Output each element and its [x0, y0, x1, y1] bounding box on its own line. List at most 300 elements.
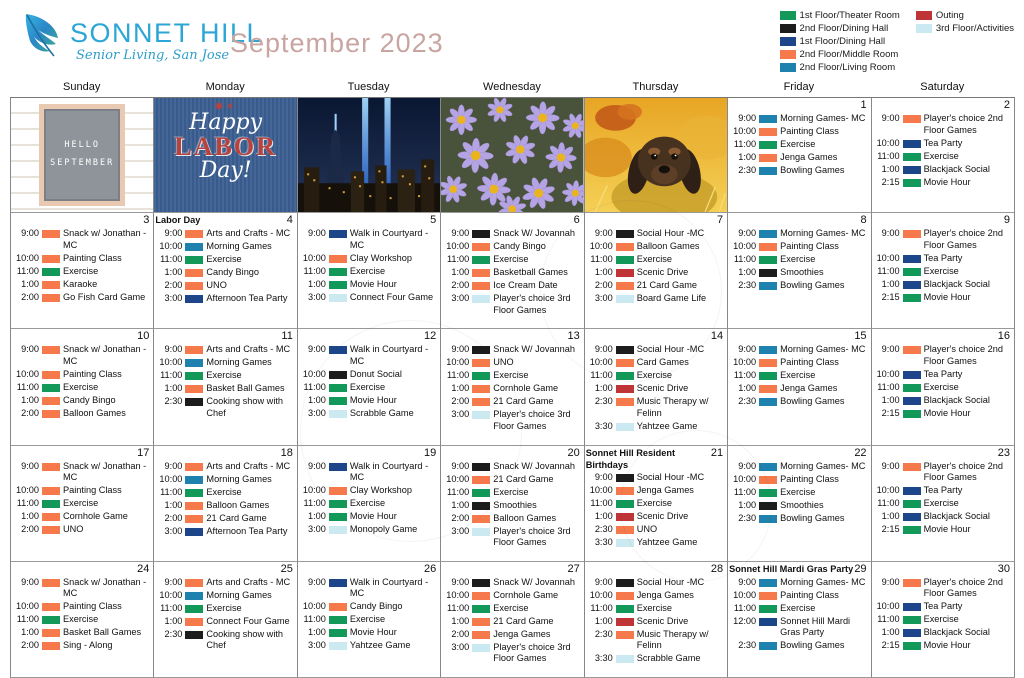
event-time: 11:00: [303, 498, 326, 508]
event-color-swatch-orange: [42, 579, 60, 587]
event-color-swatch-orange: [472, 385, 490, 393]
event-time: 11:00: [590, 370, 613, 381]
event-label: Scenic Drive: [636, 383, 689, 394]
event-color-swatch-black: [472, 502, 490, 510]
event-label: 21 Card Game: [493, 615, 554, 626]
event-label: Movie Hour: [349, 278, 397, 289]
event-time: 2:00: [451, 512, 470, 523]
event-color-swatch-black: [759, 502, 777, 510]
legend-swatch-green: [780, 11, 796, 20]
event-color-swatch-orange: [329, 255, 347, 263]
event-label: Arts and Crafts - MC: [206, 460, 291, 471]
event-time: 11:00: [160, 254, 183, 264]
event-color-swatch-green: [759, 489, 777, 497]
event-color-swatch-green: [329, 384, 347, 392]
event-time: 1:00: [881, 511, 900, 521]
day-cell: [728, 562, 871, 678]
event-color-swatch-blue: [185, 592, 203, 600]
event-time: 12:00: [733, 615, 757, 626]
event-row: [729, 139, 868, 151]
event-label: Cornhole Game: [493, 589, 559, 600]
event-row: [12, 511, 151, 523]
event-label: Walk in Courtyard -MC: [349, 344, 429, 366]
event-time: 10:00: [16, 601, 39, 612]
event-label: Tea Party: [923, 137, 963, 148]
event-row: [299, 577, 438, 600]
event-row: [586, 357, 725, 369]
event-color-swatch-orange: [42, 255, 60, 263]
day-cell: [11, 446, 154, 562]
event-color-swatch-green: [759, 605, 777, 613]
event-label: Movie Hour: [349, 511, 397, 521]
event-row: [155, 461, 294, 473]
weekday-header: Friday: [783, 81, 815, 93]
event-list: [586, 344, 725, 432]
event-time: 11:00: [16, 614, 39, 625]
event-label: UNO: [493, 357, 514, 368]
event-color-swatch-blue: [185, 243, 203, 251]
event-list: [729, 228, 868, 292]
event-color-swatch-orange: [185, 346, 203, 354]
event-label: Ice Cream Date: [493, 280, 558, 290]
event-time: 2:00: [21, 524, 39, 534]
event-color-swatch-red: [616, 269, 634, 277]
event-label: Jenga Games: [636, 484, 694, 495]
event-time: 10:00: [446, 473, 470, 484]
event-color-swatch-red: [616, 513, 634, 521]
event-row: [299, 498, 438, 510]
event-color-swatch-orange: [903, 463, 921, 471]
event-color-swatch-blue: [185, 476, 203, 484]
day-cell-top: [12, 563, 151, 576]
event-color-swatch-navy: [903, 166, 921, 174]
weekday-header: Thursday: [632, 81, 679, 93]
event-color-swatch-green: [903, 642, 921, 650]
calendar-grid: [10, 97, 1015, 678]
event-label: Exercise: [206, 602, 242, 613]
event-label: Candy Bingo: [349, 601, 403, 612]
event-color-swatch-navy: [329, 230, 347, 238]
event-label: Painting Class: [780, 473, 839, 484]
event-row: [299, 292, 438, 304]
event-row: [873, 151, 1012, 163]
event-label: Exercise: [923, 381, 959, 392]
event-label: 21 Card Game: [636, 280, 697, 290]
event-time: 10:00: [733, 589, 757, 600]
event-label: Exercise: [493, 602, 529, 613]
event-row: [299, 408, 438, 420]
event-time: 10:00: [876, 601, 900, 612]
event-row: [442, 616, 581, 628]
day-number: 8: [860, 214, 867, 226]
event-color-swatch-blue: [185, 359, 203, 367]
event-time: 11:00: [733, 602, 757, 613]
event-color-swatch-orange: [903, 115, 921, 123]
event-time: 9:00: [738, 460, 757, 471]
event-color-swatch-lightblue: [616, 539, 634, 547]
event-time: 11:00: [590, 254, 613, 264]
event-label: Morning Games: [206, 241, 272, 251]
event-list: [155, 228, 294, 305]
event-time: 2:15: [881, 524, 900, 534]
event-label: Yahtzee Game: [636, 536, 698, 547]
event-time: 11:00: [877, 150, 900, 161]
event-row: [873, 228, 1012, 251]
event-label: Walk in Courtyard -MC: [349, 460, 429, 482]
day-cell: [298, 446, 441, 562]
event-label: Snack w/ Jonathan -MC: [63, 344, 147, 366]
event-label: Clay Workshop: [349, 252, 412, 263]
event-color-swatch-green: [616, 372, 634, 380]
event-color-swatch-black: [472, 579, 490, 587]
event-row: [442, 577, 581, 589]
brand-tagline: Senior Living, San Jose: [76, 48, 230, 63]
event-color-swatch-orange: [616, 282, 634, 290]
legend-item: [780, 49, 900, 60]
event-label: Movie Hour: [349, 627, 397, 638]
event-time: 3:00: [451, 641, 470, 652]
event-row: [586, 280, 725, 292]
event-label: Candy Bingo: [493, 241, 546, 251]
event-label: Morning Games- MC: [780, 228, 866, 238]
weekday-header: Wednesday: [483, 81, 541, 93]
event-time: 10:00: [16, 485, 39, 495]
event-label: Snack w/ Jonathan -MC: [63, 576, 147, 599]
event-time: 1:00: [881, 278, 900, 289]
event-row: [729, 254, 868, 266]
event-row: [299, 395, 438, 407]
day-number: 28: [710, 562, 724, 575]
event-time: 2:30: [594, 523, 613, 534]
feather-icon: [20, 10, 64, 67]
legend-label: 3rd Floor/Activities: [935, 23, 1014, 34]
event-time: 2:30: [738, 512, 757, 523]
event-label: Morning Games- MC: [780, 460, 866, 471]
event-row: [299, 279, 438, 291]
event-color-swatch-blue: [759, 282, 777, 290]
event-color-swatch-orange: [42, 281, 60, 289]
event-time: 2:30: [738, 280, 757, 290]
event-color-swatch-black: [616, 474, 634, 482]
legend-label: 2nd Floor/Middle Room: [799, 49, 899, 60]
event-color-swatch-green: [329, 616, 347, 624]
event-label: Snack w/ Jonathan -MC: [63, 460, 147, 482]
event-time: 3:30: [594, 420, 613, 431]
day-cell: [11, 329, 154, 445]
event-time: 2:00: [451, 280, 470, 290]
event-label: Balloon Games: [63, 407, 126, 418]
event-label: Exercise: [63, 498, 99, 508]
event-color-swatch-green: [903, 384, 921, 392]
event-row: [729, 357, 868, 369]
day-cell: [872, 329, 1015, 445]
event-color-swatch-black: [185, 631, 203, 639]
event-time: 1:00: [164, 267, 183, 277]
month-title: September 2023: [230, 28, 444, 58]
event-row: [586, 267, 725, 279]
event-list: [299, 228, 438, 303]
legend-item: [780, 36, 900, 47]
event-label: Social Hour -MC: [636, 471, 705, 482]
event-label: Morning Games: [206, 473, 272, 484]
event-label: Sonnet Hill Mardi Gras Party: [780, 615, 851, 638]
day-cell-top: [586, 330, 725, 343]
event-row: [442, 513, 581, 525]
event-list: [873, 344, 1012, 419]
event-label: Candy Bingo: [206, 267, 260, 277]
event-row: [299, 524, 438, 536]
event-row: [586, 228, 725, 240]
photo-nyc-tribute-lights: [298, 98, 441, 213]
event-color-swatch-green: [185, 605, 203, 613]
event-color-swatch-green: [903, 526, 921, 534]
event-label: Yahtzee Game: [636, 420, 698, 431]
event-time: 9:00: [307, 576, 326, 587]
event-color-swatch-green: [616, 605, 634, 613]
event-row: [299, 614, 438, 626]
event-time: 3:00: [307, 291, 326, 302]
event-time: 1:00: [307, 511, 326, 521]
event-row: [586, 472, 725, 484]
event-time: 9:00: [164, 460, 183, 471]
event-time: 11:00: [733, 486, 757, 497]
event-time: 3:00: [594, 293, 613, 303]
event-time: 2:30: [738, 396, 757, 407]
legend-swatch-lightblue: [916, 24, 932, 33]
event-label: Blackjack Social: [923, 627, 990, 638]
day-cell: [298, 562, 441, 678]
day-cell: [11, 562, 154, 678]
event-color-swatch-green: [329, 500, 347, 508]
event-time: 2:30: [594, 628, 613, 639]
event-color-swatch-blue: [759, 346, 777, 354]
event-time: 10:00: [16, 368, 39, 379]
event-label: Exercise: [349, 498, 386, 508]
event-color-swatch-orange: [472, 243, 490, 251]
event-color-swatch-blue: [759, 579, 777, 587]
event-color-swatch-orange: [472, 631, 490, 639]
event-color-swatch-orange: [185, 515, 203, 523]
day-number: 21: [710, 446, 724, 459]
event-label: Candy Bingo: [63, 394, 116, 405]
event-row: [299, 369, 438, 381]
event-row: [729, 513, 868, 525]
event-time: 1:00: [164, 615, 183, 626]
event-label: Music Therapy w/ Felinn: [636, 396, 709, 418]
event-label: Jenga Games: [636, 589, 694, 600]
event-time: 1:00: [307, 278, 326, 289]
day-number: 1: [860, 99, 867, 111]
event-list: [873, 113, 1012, 188]
event-row: [12, 266, 151, 278]
event-label: Clay Workshop: [349, 485, 412, 495]
event-label: Exercise: [780, 602, 816, 613]
event-row: [12, 498, 151, 510]
event-color-swatch-orange: [42, 513, 60, 521]
event-time: 2:30: [164, 396, 183, 407]
event-color-swatch-orange: [616, 592, 634, 600]
day-cell-top: [586, 214, 725, 227]
legend-item: [916, 10, 1014, 21]
event-time: 3:30: [594, 536, 613, 547]
event-row: [729, 396, 868, 408]
event-time: 9:00: [451, 460, 470, 471]
event-color-swatch-orange: [472, 398, 490, 406]
event-row: [299, 511, 438, 523]
event-label: Jenga Games: [493, 628, 551, 639]
event-list: [729, 577, 868, 652]
event-time: 1:00: [881, 163, 900, 174]
event-time: 11:00: [16, 265, 39, 276]
event-color-swatch-lightblue: [329, 526, 347, 534]
room-color-legend: [780, 10, 1014, 73]
event-time: 2:00: [21, 291, 39, 302]
event-label: Painting Class: [780, 126, 839, 136]
event-time: 2:30: [738, 640, 757, 651]
event-color-swatch-green: [472, 372, 490, 380]
event-color-swatch-orange: [616, 487, 634, 495]
event-color-swatch-orange: [185, 463, 203, 471]
day-number: 9: [1003, 214, 1010, 226]
event-label: Arts and Crafts - MC: [206, 228, 291, 238]
event-label: Player's choice 2nd Floor Games: [923, 344, 1003, 366]
day-cell-header: Sonnet Hill Resident Birthdays: [585, 447, 676, 470]
day-cell: [298, 213, 441, 329]
event-row: [729, 267, 868, 279]
event-label: Painting Class: [63, 485, 122, 495]
event-color-swatch-blue: [759, 167, 777, 175]
event-label: Painting Class: [780, 589, 839, 600]
event-time: 2:15: [881, 176, 900, 187]
day-cell-top: [12, 214, 151, 227]
event-row: [155, 590, 294, 602]
event-list: [299, 577, 438, 652]
event-color-swatch-lightblue: [616, 423, 634, 431]
event-time: 9:00: [164, 228, 183, 238]
legend-item: [780, 62, 900, 73]
event-time: 2:30: [164, 628, 183, 639]
event-label: Music Therapy w/ Felinn: [636, 628, 709, 651]
event-row: [442, 461, 581, 473]
event-time: 2:00: [594, 280, 613, 290]
legend-column: [780, 10, 900, 73]
event-row: [155, 526, 294, 538]
event-row: [12, 614, 151, 626]
event-time: 11:00: [733, 254, 757, 264]
event-label: Player's choice 3rd Floor Games: [493, 293, 571, 315]
event-label: UNO: [636, 523, 658, 534]
event-label: Exercise: [493, 254, 529, 264]
event-list: [442, 461, 581, 549]
event-row: [586, 590, 725, 602]
day-number: 26: [424, 562, 437, 575]
event-row: [586, 370, 725, 382]
day-cell-top: [729, 563, 868, 576]
event-color-swatch-orange: [759, 476, 777, 484]
event-row: [873, 640, 1012, 652]
day-cell-top: [873, 330, 1012, 343]
event-list: [586, 228, 725, 305]
event-label: Exercise: [923, 498, 959, 508]
event-color-swatch-red: [616, 618, 634, 626]
event-color-swatch-orange: [903, 579, 921, 587]
event-label: Monopoly Game: [349, 524, 418, 534]
event-label: 21 Card Game: [206, 512, 267, 523]
event-row: [873, 614, 1012, 626]
event-color-swatch-blue: [759, 515, 777, 523]
event-color-swatch-green: [42, 384, 60, 392]
legend-item: [780, 23, 900, 34]
day-cell-top: [873, 99, 1012, 112]
event-time: 11:00: [160, 370, 183, 381]
event-row: [729, 241, 868, 253]
event-list: [155, 577, 294, 652]
day-number: 24: [137, 562, 150, 575]
event-label: Afternoon Tea Party: [206, 525, 288, 536]
event-row: [873, 524, 1012, 536]
event-time: 9:00: [164, 344, 183, 355]
event-row: [586, 524, 725, 536]
event-color-swatch-orange: [42, 294, 60, 302]
event-color-swatch-green: [759, 372, 777, 380]
event-label: Cornhole Game: [63, 511, 128, 521]
legend-item: [780, 10, 900, 21]
event-color-swatch-navy: [903, 140, 921, 148]
event-row: [155, 500, 294, 512]
event-time: 9:00: [164, 576, 183, 587]
event-time: 2:15: [881, 407, 900, 418]
event-row: [155, 344, 294, 356]
event-label: Social Hour -MC: [636, 344, 705, 355]
day-cell-header: Labor Day: [155, 215, 201, 225]
event-row: [12, 524, 151, 536]
event-label: Exercise: [349, 265, 386, 276]
event-color-swatch-green: [903, 294, 921, 302]
event-label: Movie Hour: [349, 394, 397, 405]
event-color-swatch-black: [472, 463, 490, 471]
event-color-swatch-orange: [472, 359, 490, 367]
event-color-swatch-lightblue: [329, 410, 347, 418]
event-row: [442, 344, 581, 356]
event-color-swatch-orange: [616, 526, 634, 534]
event-color-swatch-navy: [329, 346, 347, 354]
event-time: 10:00: [733, 126, 757, 136]
event-label: Snack W/ Jovannah: [493, 228, 575, 238]
event-color-swatch-orange: [185, 618, 203, 626]
event-time: 1:00: [307, 627, 326, 638]
event-time: 9:00: [738, 576, 757, 587]
event-time: 10:00: [589, 589, 613, 600]
event-time: 10:00: [589, 241, 613, 251]
event-color-swatch-orange: [185, 230, 203, 238]
event-color-swatch-black: [759, 269, 777, 277]
event-time: 11:00: [446, 370, 470, 381]
legend-label: 2nd Floor/Dining Hall: [799, 23, 889, 34]
event-row: [299, 344, 438, 367]
day-cell-top: [873, 563, 1012, 576]
day-cell: [154, 562, 297, 678]
event-time: 9:00: [594, 344, 613, 355]
event-label: Player's choice 3rd Floor Games: [493, 409, 571, 431]
day-cell: [441, 329, 584, 445]
event-time: 10:00: [589, 357, 613, 368]
event-label: Walk in Courtyard -MC: [349, 576, 429, 599]
event-time: 1:00: [738, 152, 757, 162]
event-label: Tea Party: [923, 252, 963, 263]
event-label: Tea Party: [923, 485, 963, 495]
day-number: 16: [997, 330, 1010, 343]
event-row: [729, 370, 868, 382]
